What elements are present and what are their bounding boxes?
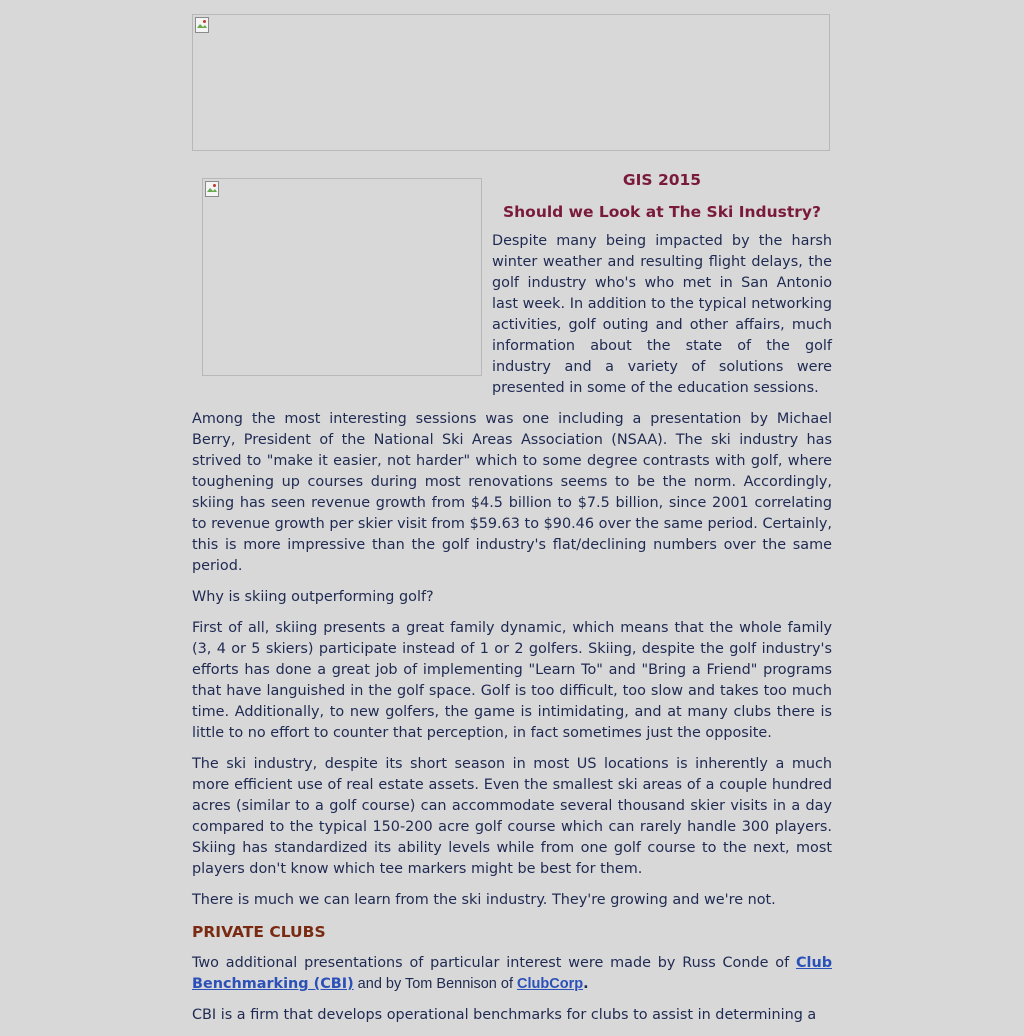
article-title: GIS 2015 <box>622 171 702 189</box>
paragraph-question: Why is skiing outperforming golf? <box>192 589 434 605</box>
clubcorp-link[interactable]: ClubCorp <box>517 976 584 992</box>
paragraph-intro: Despite many being impacted by the harsh winter weather and resulting flight delays, the golf industry who's who met in San Antonio last week. In addition to the typical networking activities, golf outing and other affairs, much information about the state of the golf industry and a variety of solutions were presented in some of the education sessions. <box>492 233 832 396</box>
clubs-text-after: . <box>583 976 589 992</box>
paragraph-cbi: CBI is a firm that develops operational benchmarks for clubs to assist in determining a <box>192 1007 817 1023</box>
paragraph-private-clubs <box>192 953 832 995</box>
clubs-text-middle: and by Tom Bennison of <box>353 976 518 992</box>
paragraph-real-estate: The ski industry, despite its short season in most US locations is inherently a much more efficient use of real estate assets. Even the smallest ski areas of a couple hundred acres (similar to a golf course) can accommodate several thousand skier visits in a day compared to the typical 150-200 acre golf course which can rarely handle 300 players. Skiing has standardized its ability levels while from one golf course to the next, most players don't know which tee markers might be best for them. <box>192 756 832 877</box>
broken-image-icon <box>205 181 219 197</box>
article-subtitle: Should we Look at The Ski Industry? <box>502 203 822 221</box>
section-heading-private-clubs: PRIVATE CLUBS <box>192 923 326 941</box>
paragraph-family: First of all, skiing presents a great family dynamic, which means that the whole family (3, 4 or 5 skiers) participate instead of 1 or 2 golfers. Skiing, despite the golf industry's efforts has done a great job of implementing "Learn To" and "Bring a Friend" programs that have languished in the golf space. Golf is too difficult, too slow and takes too much time. Additionally, to new golfers, the game is intimidating, and at many clubs there is little to no effort to counter that perception, in fact sometimes just the opposite. <box>192 620 832 741</box>
article <box>192 168 832 1036</box>
broken-image-icon <box>195 17 209 33</box>
article-image <box>202 178 482 376</box>
header-banner-image <box>192 14 830 151</box>
paragraph-conclusion: There is much we can learn from the ski industry. They're growing and we're not. <box>192 892 776 908</box>
club-benchmarking-link[interactable]: Club Benchmarking (CBI) <box>192 955 832 992</box>
clubs-text-before: Two additional presentations of particular interest were made by Russ Conde of <box>192 955 796 971</box>
paragraph-sessions: Among the most interesting sessions was one including a presentation by Michael Berry, President of the National Ski Areas Association (NSAA). The ski industry has strived to "make it easier, not harder" which to some degree contrasts with golf, where toughening up courses during most renovations seems to be the norm. Accordingly, skiing has seen revenue growth from $4.5 billion to $7.5 billion, since 2001 correlating to revenue growth per skier visit from $59.63 to $90.46 over the same period. Certainly, this is more impressive than the golf industry's flat/declining numbers over the same period. <box>192 411 832 574</box>
